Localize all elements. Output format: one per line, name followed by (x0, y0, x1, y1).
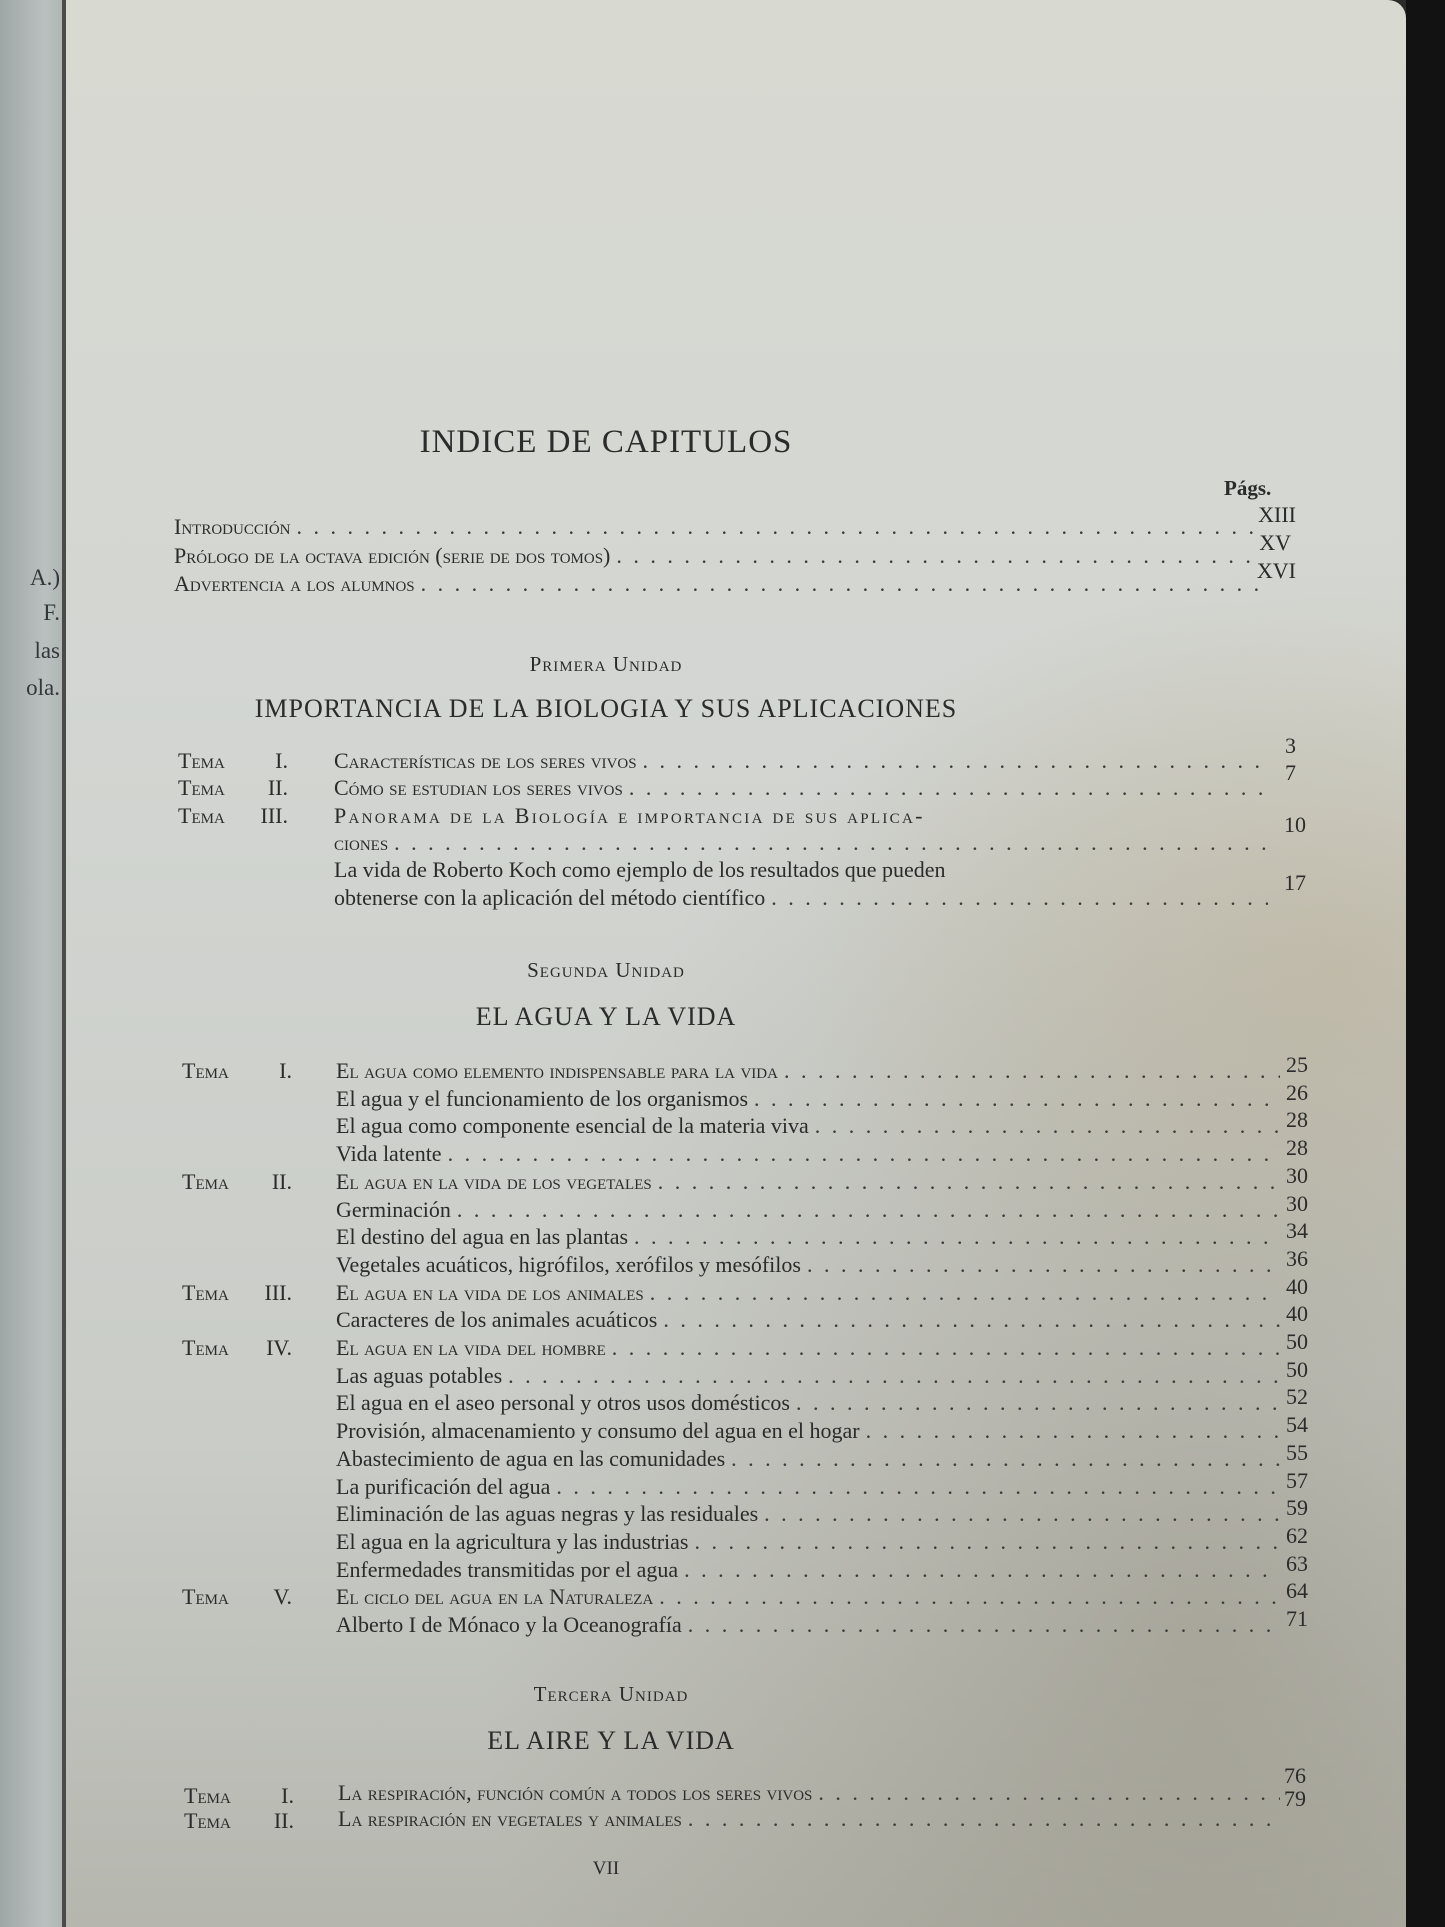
toc-entry[interactable]: Advertencia a los alumnos . . . (174, 571, 1268, 597)
leader-dots (754, 1086, 1280, 1112)
tema-label: Tema (182, 1169, 229, 1194)
toc-entry[interactable]: Alberto I de Mónaco y la Oceanografía . . . (336, 1612, 1286, 1638)
page-number: 55 (1286, 1440, 1308, 1465)
toc-entry[interactable]: El agua como componente esencial de la materia viva . . . (336, 1113, 1286, 1139)
adjacent-page-text: ola. (26, 675, 60, 700)
page-number: 71 (1286, 1606, 1308, 1631)
leader-dots (650, 1280, 1280, 1306)
tema-number: V. (273, 1584, 292, 1609)
leader-dots (684, 1557, 1280, 1583)
page-number: 52 (1286, 1384, 1308, 1409)
tema-number: II. (273, 1808, 294, 1833)
page-number: 79 (1284, 1786, 1306, 1811)
page-number: 30 (1286, 1163, 1308, 1188)
leader-dots (688, 1806, 1280, 1832)
toc-entry-continuation[interactable]: ciones . . . (334, 830, 1274, 856)
page-number: 40 (1286, 1301, 1308, 1326)
adjacent-page-text: A.) (29, 565, 60, 590)
leader-dots (688, 1612, 1280, 1638)
leader-dots (764, 1501, 1280, 1527)
tema-label: Tema (178, 775, 225, 800)
page-title: INDICE DE CAPITULOS (419, 424, 793, 460)
leader-dots (866, 1418, 1280, 1444)
tema-number: I. (279, 1058, 292, 1083)
toc-entry[interactable]: El agua como elemento indispensable para la vida . . . (336, 1058, 1286, 1084)
pages-column-header: Págs. (1224, 476, 1272, 500)
page-number: 64 (1286, 1578, 1308, 1603)
leader-dots (659, 1584, 1280, 1610)
tema-number: I. (275, 748, 288, 773)
page-number: 3 (1285, 733, 1296, 758)
page-number: 25 (1286, 1052, 1308, 1077)
toc-entry[interactable]: Características de los seres vivos . . . (334, 748, 1274, 774)
leader-dots (663, 1307, 1280, 1333)
toc-entry[interactable]: La respiración, función común a todos los seres vivos . . . (338, 1780, 1286, 1806)
leader-dots (634, 1224, 1280, 1250)
unit-label: Tercera Unidad (533, 1682, 689, 1706)
toc-entry[interactable]: El agua y el funcionamiento de los organismos . . . (336, 1086, 1286, 1112)
leader-dots (695, 1529, 1281, 1555)
page-number: 76 (1284, 1763, 1306, 1788)
leader-dots (815, 1113, 1280, 1139)
tema-label: Tema (182, 1058, 229, 1083)
page-number: XIII (1258, 502, 1296, 527)
page-number: 59 (1286, 1495, 1308, 1520)
page-number: XV (1259, 530, 1291, 555)
toc-entry[interactable]: El agua en la agricultura y las industrias . . . (336, 1529, 1286, 1555)
page-number: 62 (1286, 1523, 1308, 1548)
toc-entry[interactable]: El agua en el aseo personal y otros usos domésticos . . . (336, 1390, 1286, 1416)
leader-dots (616, 543, 1262, 569)
tema-number: II. (267, 775, 288, 800)
page-number: 57 (1286, 1468, 1308, 1493)
page-number: XVI (1256, 558, 1296, 583)
leader-dots (643, 748, 1268, 774)
leader-dots (807, 1252, 1280, 1278)
adjacent-page-text: las (34, 638, 60, 663)
leader-dots (629, 775, 1268, 801)
toc-entry[interactable]: El agua en la vida del hombre . . . (336, 1335, 1286, 1361)
page-number: 26 (1286, 1080, 1308, 1105)
tema-number: I. (281, 1783, 294, 1808)
toc-entry[interactable]: Vegetales acuáticos, higrófilos, xerófilos y mesófilos . . . (336, 1252, 1286, 1278)
leader-dots (457, 1197, 1280, 1223)
page-number: 50 (1286, 1329, 1308, 1354)
leader-dots (421, 571, 1262, 597)
toc-entry[interactable]: Prólogo de la octava edición (serie de dos tomos) . . . (174, 543, 1268, 569)
toc-entry[interactable]: El agua en la vida de los animales . . . (336, 1280, 1286, 1306)
page-number: 36 (1286, 1246, 1308, 1271)
tema-label: Tema (178, 748, 225, 773)
page-number: 40 (1286, 1274, 1308, 1299)
page-number: 30 (1286, 1191, 1308, 1216)
leader-dots (784, 1058, 1280, 1084)
leader-dots (508, 1363, 1280, 1389)
tema-number: IV. (266, 1335, 292, 1360)
tema-label: Tema (184, 1783, 231, 1808)
page-number: 17 (1284, 870, 1306, 895)
unit-title: EL AIRE Y LA VIDA (487, 1726, 735, 1755)
toc-entry[interactable]: La vida de Roberto Koch como ejemplo de los resultados que pueden (334, 857, 946, 882)
leader-dots (771, 885, 1268, 911)
toc-entry-continuation[interactable]: obtenerse con la aplicación del método científico . . . (334, 885, 1274, 911)
page-number: 34 (1286, 1218, 1308, 1243)
toc-entry[interactable]: Panorama de la Biología e importancia de sus aplica- (334, 803, 925, 828)
background-edge (1406, 0, 1445, 1927)
toc-entry[interactable]: Germinación . . . (336, 1197, 1286, 1223)
page-number: 50 (1286, 1357, 1308, 1382)
leader-dots (731, 1446, 1280, 1472)
toc-entry[interactable]: Vida latente . . . (336, 1141, 1286, 1167)
leader-dots (612, 1335, 1280, 1361)
tema-number: III. (260, 803, 288, 828)
leader-dots (448, 1141, 1280, 1167)
toc-entry[interactable]: El ciclo del agua en la Naturaleza . . . (336, 1584, 1286, 1610)
leader-dots (394, 830, 1268, 856)
tema-label: Tema (182, 1584, 229, 1609)
page-number: 28 (1286, 1135, 1308, 1160)
unit-title: EL AGUA Y LA VIDA (475, 1002, 737, 1031)
page-number: 28 (1286, 1107, 1308, 1132)
page-folio: VII (592, 1858, 620, 1879)
tema-number: II. (271, 1169, 292, 1194)
toc-entry[interactable]: Provisión, almacenamiento y consumo del agua en el hogar . . . (336, 1418, 1286, 1444)
toc-entry[interactable]: El agua en la vida de los vegetales . . . (336, 1169, 1286, 1195)
tema-label: Tema (182, 1335, 229, 1360)
toc-entry[interactable]: La purificación del agua . . . (336, 1474, 1286, 1500)
toc-entry[interactable]: Introducción . . . (174, 514, 1268, 540)
adjacent-page-text: F. (43, 600, 60, 625)
toc-entry[interactable]: Caracteres de los animales acuáticos . . . (336, 1307, 1286, 1333)
page-number: 7 (1285, 760, 1296, 785)
unit-title: IMPORTANCIA DE LA BIOLOGIA Y SUS APLICACIONES (254, 694, 958, 723)
toc-entry[interactable]: El destino del agua en las plantas . . . (336, 1224, 1286, 1250)
page-number: 10 (1284, 812, 1306, 837)
unit-label: Segunda Unidad (527, 958, 685, 982)
toc-entry[interactable]: Enfermedades transmitidas por el agua . . . (336, 1557, 1286, 1583)
tema-label: Tema (184, 1808, 231, 1833)
toc-entry[interactable]: Las aguas potables . . . (336, 1363, 1286, 1389)
toc-entry[interactable]: Cómo se estudian los seres vivos . . . (334, 775, 1274, 801)
page-number: 54 (1286, 1412, 1308, 1437)
leader-dots (297, 514, 1263, 540)
leader-dots (818, 1780, 1280, 1806)
toc-entry[interactable]: La respiración en vegetales y animales . . . (338, 1806, 1286, 1832)
page-number: 63 (1286, 1551, 1308, 1576)
leader-dots (796, 1390, 1280, 1416)
unit-label: Primera Unidad (529, 652, 683, 676)
tema-label: Tema (182, 1280, 229, 1305)
tema-label: Tema (178, 803, 225, 828)
tema-number: III. (264, 1280, 292, 1305)
book-page (66, 0, 1406, 1927)
toc-entry[interactable]: Eliminación de las aguas negras y las residuales . . . (336, 1501, 1286, 1527)
leader-dots (556, 1474, 1280, 1500)
toc-entry[interactable]: Abastecimiento de agua en las comunidades . . . (336, 1446, 1286, 1472)
leader-dots (658, 1169, 1280, 1195)
